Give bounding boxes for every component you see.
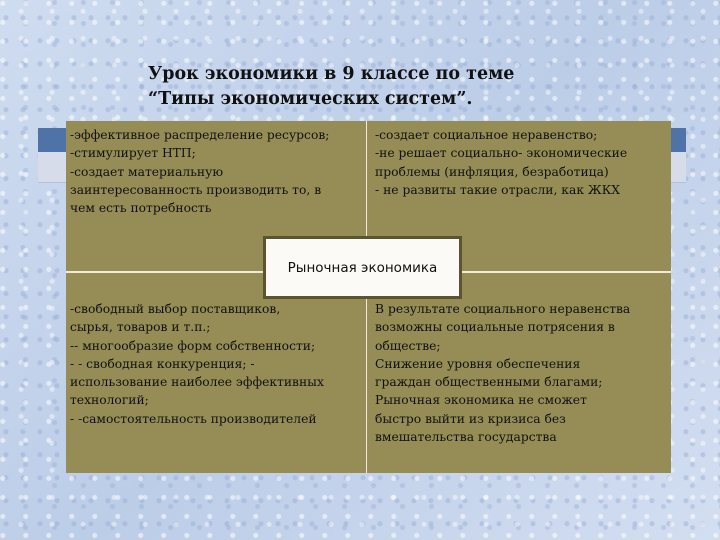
cell-line: - -самостоятельность производителей — [70, 411, 317, 426]
cell-line: -- многообразие форм собственности; — [70, 338, 316, 353]
cell-line: -стимулирует НТП; — [70, 146, 196, 161]
cell-line: граждан общественными благами; — [375, 375, 603, 390]
cell-line: -создает социальное неравенство; — [375, 128, 598, 142]
cell-line: использование наиболее эффективных — [70, 375, 324, 390]
cell-line: возможны социальные потрясения в — [375, 320, 615, 335]
cell-line: -свободный выбор поставщиков, — [70, 302, 281, 316]
cell-line: проблемы (инфляция, безработица) — [375, 164, 609, 179]
cell-line: -не решает социально- экономические — [375, 146, 628, 161]
cell-consequences — [367, 273, 671, 473]
center-label-box — [263, 236, 462, 299]
cell-line: технологий; — [70, 393, 149, 408]
cell-line: - - свободная конкуренция; - — [70, 356, 255, 371]
cell-line: сырья, товаров и т.п.; — [70, 320, 211, 335]
slide-title — [148, 62, 628, 112]
cell-line: -создает материальную — [70, 164, 224, 179]
slide-title-line-1: Урок экономики в 9 классе по теме — [148, 64, 515, 84]
slide-title-line-2: “Типы экономических систем”. — [148, 89, 473, 109]
center-label: Рыночная экономика — [287, 259, 438, 276]
cell-line: быстро выйти из кризиса без — [375, 411, 566, 426]
cell-line: Снижение уровня обеспечения — [375, 356, 581, 371]
cell-line: - не развиты такие отрасли, как ЖКХ — [375, 182, 620, 197]
cell-features — [66, 273, 367, 473]
cell-line: Рыночная экономика не сможет — [375, 393, 587, 408]
cell-line: чем есть потребность — [70, 201, 212, 216]
cell-line: обществе; — [375, 338, 441, 353]
cell-line: заинтересованность производить то, в — [70, 182, 322, 197]
cell-line: В результате социального неравенства — [375, 302, 631, 316]
cell-line: вмешательства государства — [375, 430, 557, 445]
cell-line: -эффективное распределение ресурсов; — [70, 128, 330, 142]
